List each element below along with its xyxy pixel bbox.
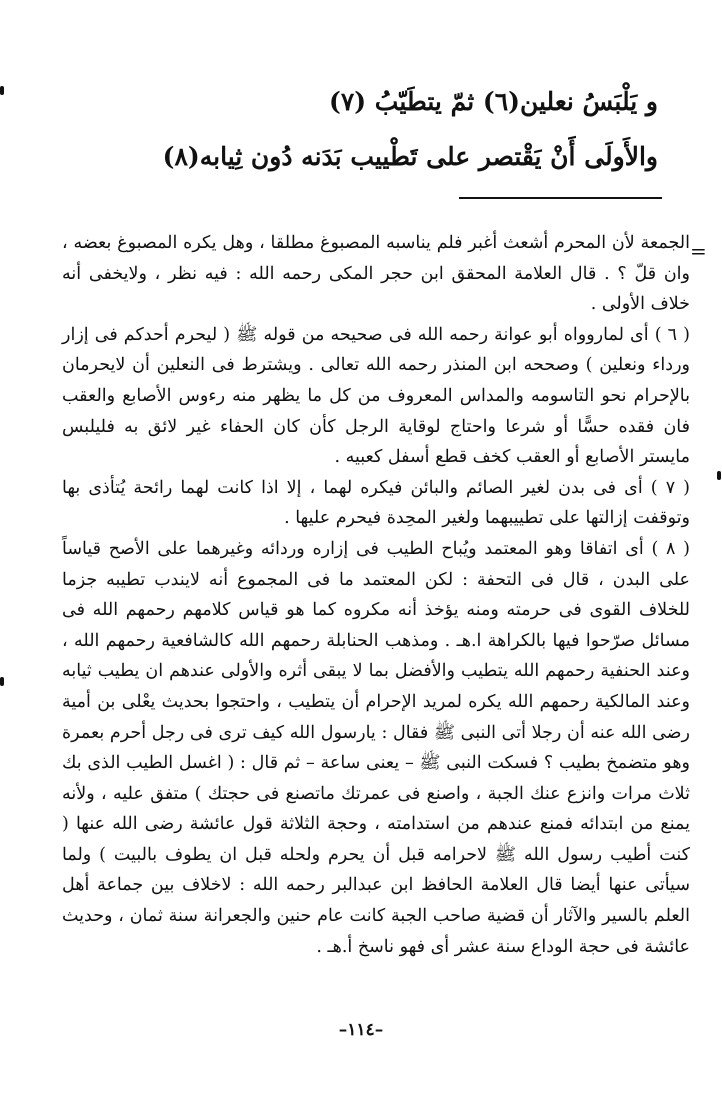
main-text-line-1: و يَلْبَسُ نعلين(٦) ثمّ يتطَيّبُ (٧) [328,87,658,116]
left-edge-mark-top [0,86,4,95]
continuation-mark: = [690,239,707,263]
left-edge-mark-bottom [0,677,4,686]
footnote-separator [459,197,662,199]
main-text-line-2: والأَولَى أَنْ يَقْتصر على تَطْييب بَدَنه دُون ثِيابه(٨) [162,142,658,171]
footnote-continuation: الجمعة لأن المحرم أشعث أغبر فلم يناسبه المصبوغ مطلقا ، وهل يكره المصبوغ بعضه ، وان قلّ ؟ . قال العلامة المحقق ابن حجر المكى رحمه الله : فيه نظر ، ولايخفى أنه خلاف الأولى . [62,233,690,315]
footnote-7: ( ٧ ) أى فى بدن لغير الصائم والبائن فيكره لهما ، إلا اذا كانت لهما رائحة يُتأذى بها وتوقفت إزالتها على تطييبهما ولغير المحِدة فيحرم عليها . [62,477,691,529]
page-number: –١١٤– [338,1020,384,1040]
footnote-8: ( ٨ ) أى اتفاقا وهو المعتمد ويُباح الطيب فى إزاره وردائه وغيرهما على الأصح قياساً على البدن ، قال فى التحفة : لكن المعتمد ما فى المجموع أنه لايندب تطيبه جزما للخلاف القوى فى حرمته ومنه يؤخذ أنه مكروه كما هو قياس كلامهم رحمهم الله فى مسائل صرّحوا فيها بالكراهة ا.هـ . ومذهب الحنابلة رحمهم الله كالشافعية رحمهم الله ، وعند الحنفية رحمهم الله يتطيب والأفضل بما لا يبقى أثره والأولى عندهم ان يطيب ثيابه وعند المالكية رحمهم الله يكره لمريد الإحرام أن يتطيب ، واحتجوا بحديث يعْلى بن أمية رضى الله عنه أن رجلا أتى النبى ﷺ فقال : يارسول الله كيف ترى فى رجل أحرم بعمرة وهو متضمخ بطيب ؟ فسكت النبى ﷺ – يعنى ساعة – ثم قال : ( اغسل الطيب الذى بك ثلاث مرات وانزع عنك الجبة ، واصنع فى عمرتك ماتصنع فى حجتك ) متفق عليه ، ولأنه يمنع من ابتدائه فمنع عندهم من استدامته ، وحجة الثلاثة قول عائشة رضى الله عنها ( كنت أطيب رسول الله ﷺ لاحرامه قبل أن يحرم ولحله قبل ان يطوف بالبيت ) ولما سيأتى عنها أيضا قال العلامة الحافظ ابن عبدالبر رحمه الله : لاخلاف بين جماعة أهل العلم بالسير والآثار أن قضية صاحب الجبة كانت عام حنين والجعرانة سنة ثمان ، وحديث عائشة فى حجة الوداع سنة عشر أى فهو ناسخ أ.هـ . [62,538,691,957]
footnote-6: ( ٦ ) أى لماروواه أبو عوانة رحمه الله فى صحيحه من قوله ﷺ ( ليحرم أحدكم فى إزار ورداء ونعلين ) وصححه ابن المنذر رحمه الله تعالى . ويشترط فى النعلين أن لايحرمان بالإحرام نحو التاسومه والمداس المعروف من كل ما يظهر منه رءوس الأصابع والعقب فان فقده حسًّا أو شرعا واحتاج لوقاية الرجل كأن كان الحفاء غير لائق به فليلبس مايستر الأصابع أو العقب كخف قطع أسفل كعبيه . [62,324,690,468]
right-edge-mark [717,471,721,480]
footnotes-section [62,228,690,962]
